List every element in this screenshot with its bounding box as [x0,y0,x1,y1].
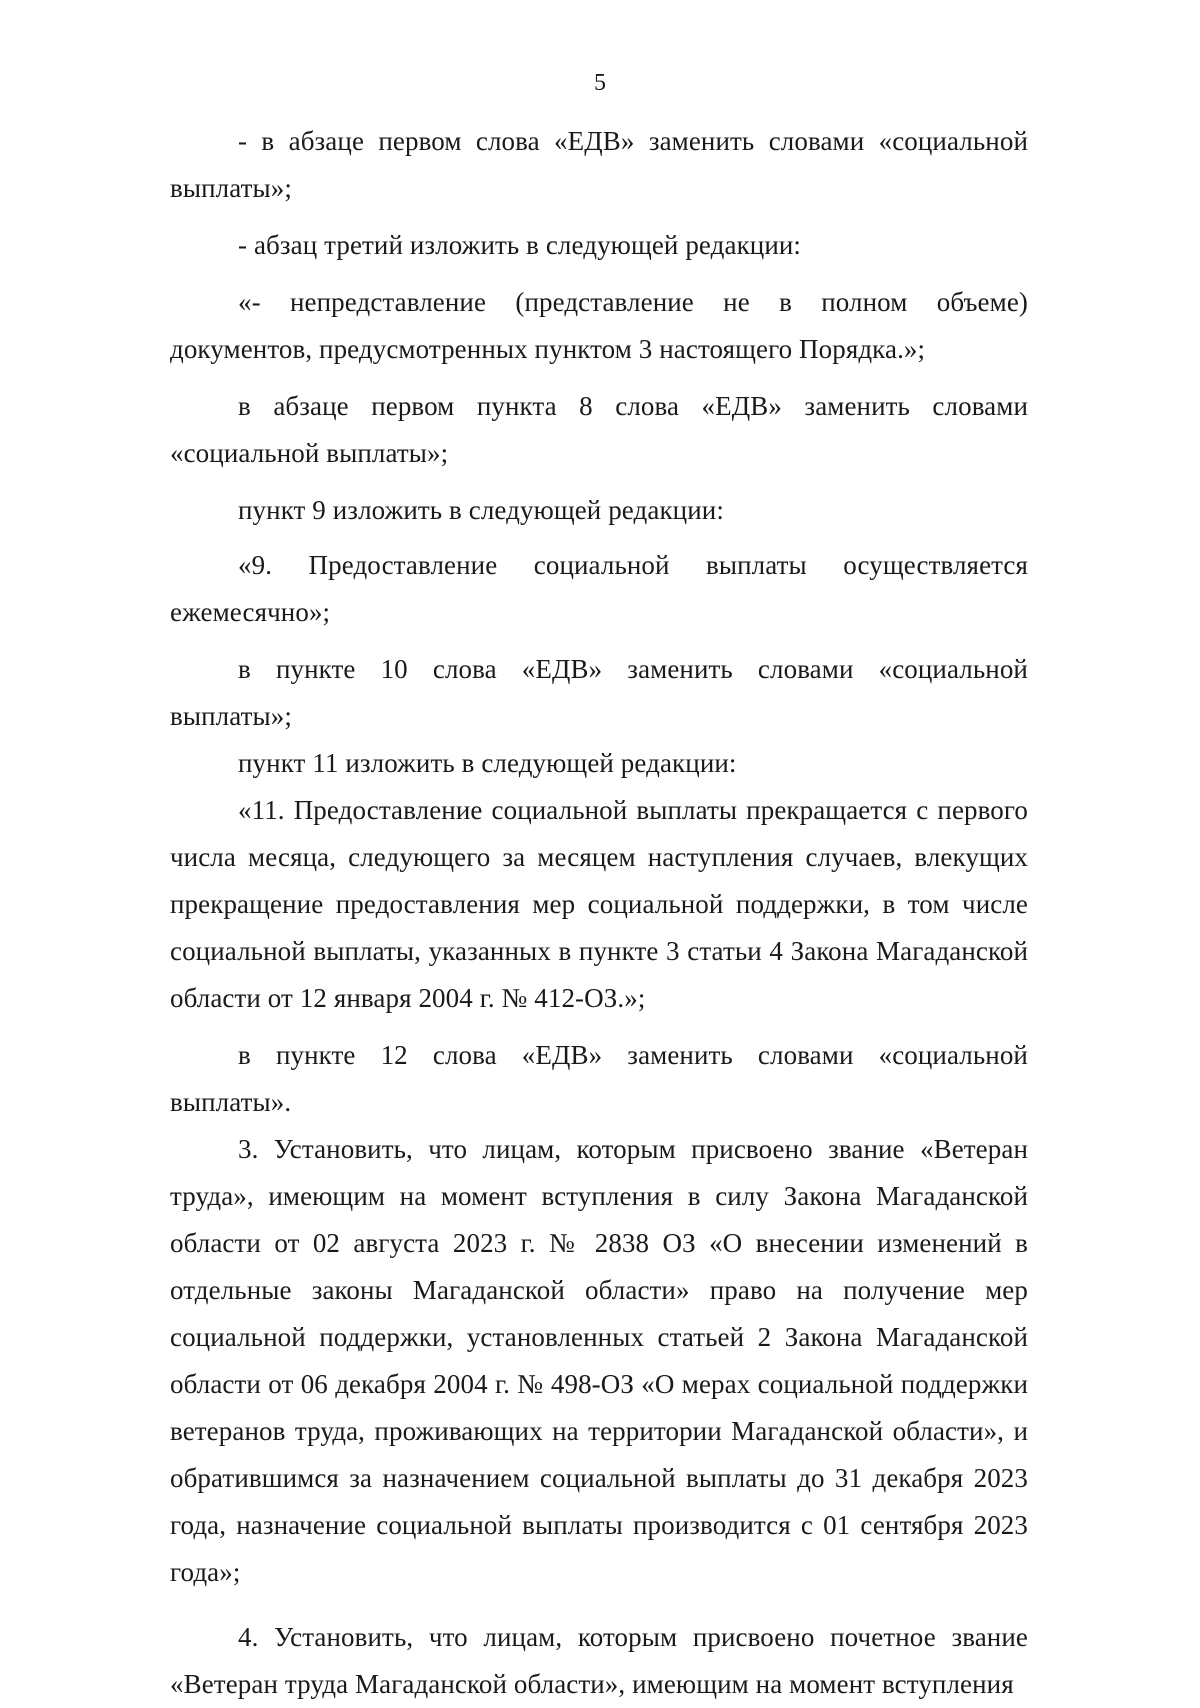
paragraph-5: пункт 9 изложить в следующей редакции: [238,495,724,525]
paragraph-9: «11. Предоставление социальной выплаты прекращается с первого числа месяца, следующего за месяцем наступления случаев, влекущих прекращение предоставления мер социальной поддержки, в том числе социальной выплаты, указанных в пункте 3 статьи 4 Закона Магаданской области от 12 января 2004 г. № 412-ОЗ.»; [170,795,1028,1013]
paragraph-4: в абзаце первом пункта 8 слова «ЕДВ» заменить словами «социальной выплаты»; [170,391,1028,468]
paragraph-11: 3. Установить, что лицам, которым присвоено звание «Ветеран труда», имеющим на момент вступления в силу Закона Магаданской области от 02 августа 2023 г. № 2838 ОЗ «О внесении изменений в отдельные законы Магаданской области» право на получение мер социальной поддержки, установленных статьей 2 Закона Магаданской области от 06 декабря 2004 г. № 498-ОЗ «О мерах социальной поддержки ветеранов труда, проживающих на территории Магаданской области», и обратившимся за назначением социальной выплаты до 31 декабря 2023 года, назначение социальной выплаты производится с 01 сентября 2023 года»; [170,1134,1028,1587]
page-number: 5 [594,70,606,96]
paragraph-3: «- непредставление (представление не в полном объеме) документов, предусмотренных пунктом 3 настоящего Порядка.»; [170,287,1028,364]
paragraph-6: «9. Предоставление социальной выплаты осуществляется ежемесячно»; [170,550,1028,627]
paragraph-10: в пункте 12 слова «ЕДВ» заменить словами «социальной выплаты». [170,1040,1028,1117]
paragraph-7: в пункте 10 слова «ЕДВ» заменить словами «социальной выплаты»; [170,654,1028,731]
paragraph-1: - в абзаце первом слова «ЕДВ» заменить словами «социальной выплаты»; [170,126,1028,203]
paragraph-12: 4. Установить, что лицам, которым присвоено почетное звание «Ветеран труда Магаданской области», имеющим на момент вступления [170,1622,1028,1699]
paragraph-2: - абзац третий изложить в следующей редакции: [238,230,802,260]
document-body [170,118,1028,1708]
paragraph-8: пункт 11 изложить в следующей редакции: [238,748,737,778]
